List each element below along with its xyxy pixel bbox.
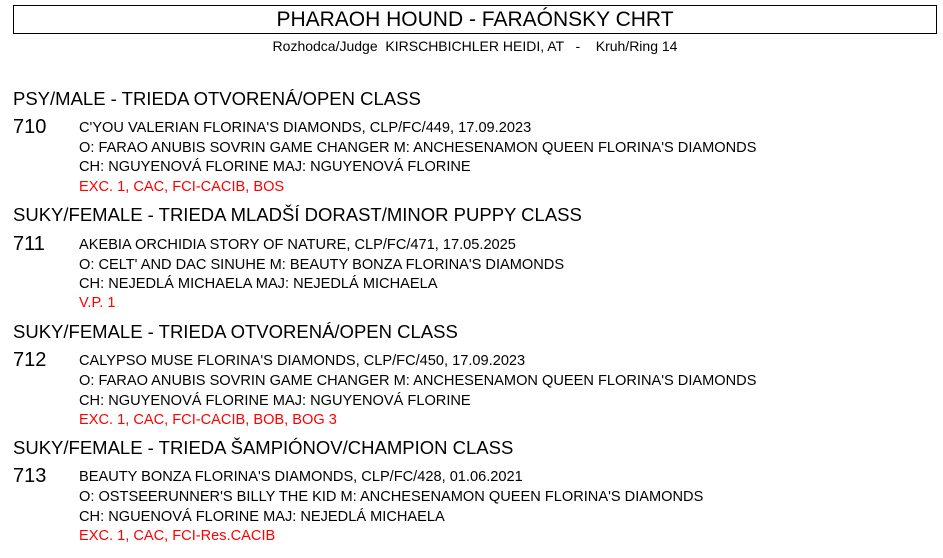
catalog-number: 711: [13, 233, 45, 255]
result-line: V.P. 1: [79, 295, 116, 311]
judge-name: KIRSCHBICHLER HEIDI, AT: [385, 38, 564, 54]
judge-label: Rozhodca/Judge: [272, 38, 378, 54]
result-line: EXC. 1, CAC, FCI-CACIB, BOS: [79, 179, 285, 195]
dog-name-line: BEAUTY BONZA FLORINA'S DIAMONDS, CLP/FC/428, 01.06.2021: [79, 469, 523, 485]
dog-name-line: AKEBIA ORCHIDIA STORY OF NATURE, CLP/FC/471, 17.05.2025: [79, 237, 516, 253]
class-heading: SUKY/FEMALE - TRIEDA OTVORENÁ/OPEN CLASS: [13, 321, 458, 342]
parents-line: O: FARAO ANUBIS SOVRIN GAME CHANGER M: ANCHESENAMON QUEEN FLORINA'S DIAMONDS: [79, 140, 757, 156]
catalog-number: 712: [13, 349, 47, 371]
dog-name-line: C'YOU VALERIAN FLORINA'S DIAMONDS, CLP/FC/449, 17.09.2023: [79, 120, 532, 136]
class-heading: SUKY/FEMALE - TRIEDA MLADŠÍ DORAST/MINOR PUPPY CLASS: [13, 204, 582, 225]
result-line: EXC. 1, CAC, FCI-Res.CACIB: [79, 528, 276, 544]
parents-line: O: CELT' AND DAC SINUHE M: BEAUTY BONZA FLORINA'S DIAMONDS: [79, 257, 565, 273]
parents-line: O: OSTSEERUNNER'S BILLY THE KID M: ANCHESENAMON QUEEN FLORINA'S DIAMONDS: [79, 489, 704, 505]
judge-separator: -: [575, 38, 581, 54]
owner-line: CH: NGUYENOVÁ FLORINE MAJ: NGUYENOVÁ FLORINE: [79, 159, 471, 175]
owner-line: CH: NGUENOVÁ FLORINE MAJ: NEJEDLÁ MICHAELA: [79, 509, 445, 525]
owner-line: CH: NGUYENOVÁ FLORINE MAJ: NGUYENOVÁ FLORINE: [79, 393, 471, 409]
class-heading: PSY/MALE - TRIEDA OTVORENÁ/OPEN CLASS: [13, 88, 421, 109]
parents-line: O: FARAO ANUBIS SOVRIN GAME CHANGER M: ANCHESENAMON QUEEN FLORINA'S DIAMONDS: [79, 373, 757, 389]
ring-label: Kruh/Ring 14: [595, 38, 678, 54]
catalog-number: 713: [13, 465, 47, 487]
judge-ring-line: [13, 37, 937, 55]
result-line: EXC. 1, CAC, FCI-CACIB, BOB, BOG 3: [79, 412, 337, 428]
class-heading: SUKY/FEMALE - TRIEDA ŠAMPIÓNOV/CHAMPION CLASS: [13, 437, 514, 458]
owner-line: CH: NEJEDLÁ MICHAELA MAJ: NEJEDLÁ MICHAELA: [79, 276, 438, 292]
page-title: PHARAOH HOUND - FARAÓNSKY CHRT: [13, 5, 937, 34]
dog-name-line: CALYPSO MUSE FLORINA'S DIAMONDS, CLP/FC/450, 17.09.2023: [79, 353, 526, 369]
catalog-number: 710: [13, 116, 47, 138]
